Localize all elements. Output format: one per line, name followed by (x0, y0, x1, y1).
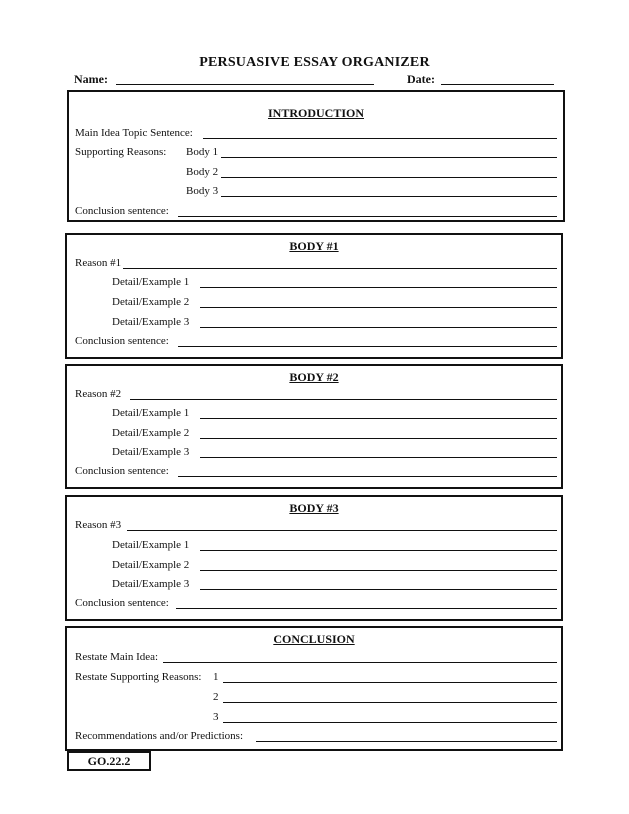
body2-detail3-row (75, 446, 557, 460)
intro-conclusion-row (75, 205, 557, 219)
name-field[interactable] (116, 84, 374, 85)
body3-detail3-field[interactable] (200, 589, 557, 590)
body3-reason-label: Reason #3 (75, 519, 122, 531)
name-label: Name: (74, 72, 108, 86)
intro-conclusion-field[interactable] (178, 216, 557, 217)
body1-heading: BODY #1 (289, 239, 339, 253)
supporting-body2-row (75, 166, 557, 180)
body2-conclusion-row (75, 465, 557, 479)
restate-main-label: Restate Main Idea: (75, 651, 159, 663)
body1-detail2-row (75, 296, 557, 310)
recommendations-row (75, 730, 557, 744)
body2-conclusion-field[interactable] (178, 476, 557, 477)
body1-conclusion-row (75, 335, 557, 349)
restate-reason-1-field[interactable] (223, 682, 557, 683)
recommendations-label: Recommendations and/or Predictions: (75, 730, 244, 742)
body1-reason-row (75, 257, 557, 271)
restate-reasons-label: Restate Supporting Reasons: (75, 671, 202, 683)
body3-heading: BODY #3 (289, 501, 339, 515)
body1-label: Body 1 (186, 146, 219, 158)
body2-reason-row (75, 388, 557, 402)
body3-field[interactable] (221, 196, 557, 197)
restate-main-row (75, 651, 557, 665)
body3-detail1-label: Detail/Example 1 (112, 539, 190, 551)
main-idea-label: Main Idea Topic Sentence: (75, 127, 193, 139)
intro-conclusion-label: Conclusion sentence: (75, 205, 169, 217)
restate-reason-3-number: 3 (213, 711, 219, 723)
body3-label: Body 3 (186, 185, 219, 197)
body3-detail1-field[interactable] (200, 550, 557, 551)
body3-conclusion-row (75, 597, 557, 611)
body3-conclusion-label: Conclusion sentence: (75, 597, 169, 609)
body2-detail3-field[interactable] (200, 457, 557, 458)
body2-reason-label: Reason #2 (75, 388, 122, 400)
recommendations-field[interactable] (256, 741, 557, 742)
body1-detail2-label: Detail/Example 2 (112, 296, 190, 308)
document-code: GO.22.2 (67, 751, 151, 771)
restate-reason-1-number: 1 (213, 671, 219, 683)
supporting-body1-row (75, 146, 557, 160)
supporting-reasons-label: Supporting Reasons: (75, 146, 167, 158)
main-idea-row (75, 127, 557, 141)
body1-conclusion-field[interactable] (178, 346, 557, 347)
introduction-box (67, 90, 565, 222)
restate-reasons-row-3 (75, 711, 557, 725)
name-date-row (74, 72, 556, 86)
restate-reason-2-number: 2 (213, 691, 219, 703)
supporting-body3-row (75, 185, 557, 199)
body2-reason-field[interactable] (130, 399, 557, 400)
body3-detail1-row (75, 539, 557, 553)
introduction-heading: INTRODUCTION (267, 106, 364, 120)
body1-box (65, 233, 563, 359)
body2-label: Body 2 (186, 166, 219, 178)
body1-detail3-row (75, 316, 557, 330)
body1-detail1-row (75, 276, 557, 290)
body1-detail1-label: Detail/Example 1 (112, 276, 190, 288)
restate-reasons-row-1 (75, 671, 557, 685)
conclusion-box (65, 626, 563, 751)
date-field[interactable] (441, 84, 554, 85)
body1-conclusion-label: Conclusion sentence: (75, 335, 169, 347)
restate-main-field[interactable] (163, 662, 557, 663)
body2-detail1-row (75, 407, 557, 421)
body2-detail1-label: Detail/Example 1 (112, 407, 190, 419)
body3-box (65, 495, 563, 621)
body3-detail2-row (75, 559, 557, 573)
body1-detail3-field[interactable] (200, 327, 557, 328)
body3-detail2-field[interactable] (200, 570, 557, 571)
body1-reason-field[interactable] (123, 268, 557, 269)
body2-conclusion-label: Conclusion sentence: (75, 465, 169, 477)
body3-detail3-label: Detail/Example 3 (112, 578, 190, 590)
date-label: Date: (407, 72, 435, 86)
body1-field[interactable] (221, 157, 557, 158)
page-title: PERSUASIVE ESSAY ORGANIZER (199, 55, 430, 70)
body2-box (65, 364, 563, 489)
body2-detail3-label: Detail/Example 3 (112, 446, 190, 458)
body3-reason-field[interactable] (127, 530, 557, 531)
body1-detail2-field[interactable] (200, 307, 557, 308)
main-idea-field[interactable] (203, 138, 557, 139)
body1-detail3-label: Detail/Example 3 (112, 316, 190, 328)
body2-detail1-field[interactable] (200, 418, 557, 419)
restate-reason-3-field[interactable] (223, 722, 557, 723)
body2-heading: BODY #2 (289, 370, 339, 384)
body2-field[interactable] (221, 177, 557, 178)
body1-reason-label: Reason #1 (75, 257, 122, 269)
restate-reasons-row-2 (75, 691, 557, 705)
body2-detail2-field[interactable] (200, 438, 557, 439)
body3-detail2-label: Detail/Example 2 (112, 559, 190, 571)
body3-detail3-row (75, 578, 557, 592)
restate-reason-2-field[interactable] (223, 702, 557, 703)
body3-reason-row (75, 519, 557, 533)
body1-detail1-field[interactable] (200, 287, 557, 288)
body2-detail2-label: Detail/Example 2 (112, 427, 190, 439)
body3-conclusion-field[interactable] (176, 608, 557, 609)
body2-detail2-row (75, 427, 557, 441)
conclusion-heading: CONCLUSION (273, 632, 355, 646)
